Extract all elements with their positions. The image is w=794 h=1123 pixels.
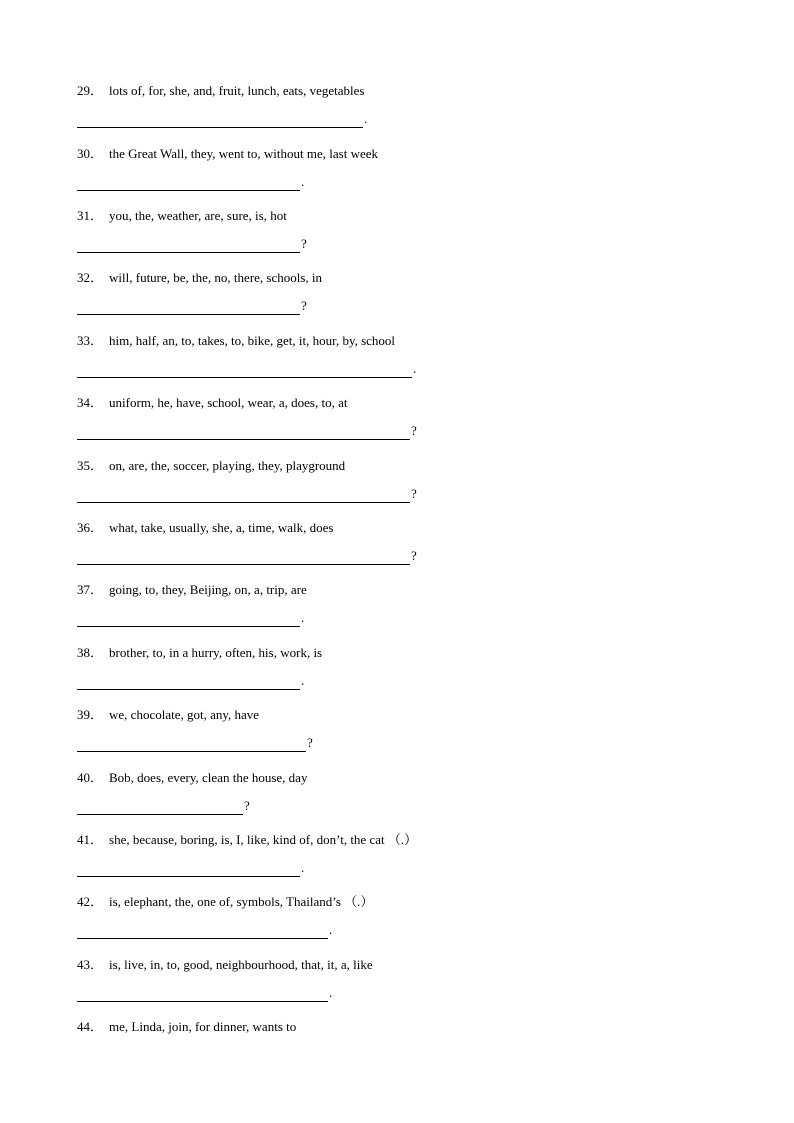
answer-line[interactable] xyxy=(77,486,410,503)
question-41 xyxy=(77,830,757,875)
question-number: 29． xyxy=(77,83,104,98)
answer-blank[interactable] xyxy=(77,485,417,503)
question-words: the Great Wall, they, went to, without me, last week xyxy=(109,146,379,161)
question-37 xyxy=(77,580,757,625)
answer-blank[interactable] xyxy=(77,734,313,752)
question-prompt xyxy=(77,580,757,600)
question-number: 31． xyxy=(77,208,104,223)
answer-line[interactable] xyxy=(77,236,300,253)
answer-end-punctuation: ? xyxy=(244,798,250,813)
answer-blank[interactable] xyxy=(77,173,304,191)
answer-blank[interactable] xyxy=(77,360,416,378)
question-words: will, future, be, the, no, there, schools, in xyxy=(109,270,323,285)
answer-blank[interactable] xyxy=(77,984,332,1002)
question-35 xyxy=(77,456,757,501)
answer-line[interactable] xyxy=(77,423,410,440)
answer-end-punctuation: . xyxy=(301,860,305,875)
answer-end-punctuation: . xyxy=(301,610,305,625)
question-words: she, because, boring, is, I, like, kind of, don’t, the cat （.） xyxy=(109,832,418,847)
answer-blank[interactable] xyxy=(77,797,250,815)
question-words: uniform, he, have, school, wear, a, does, to, at xyxy=(109,395,348,410)
answer-end-punctuation: . xyxy=(301,673,305,688)
question-prompt xyxy=(77,393,757,413)
answer-end-punctuation: . xyxy=(301,174,305,189)
question-words: him, half, an, to, takes, to, bike, get, it, hour, by, school xyxy=(109,333,396,348)
question-number: 44． xyxy=(77,1019,104,1034)
question-number: 33． xyxy=(77,333,104,348)
answer-end-punctuation: ? xyxy=(301,236,307,251)
question-prompt xyxy=(77,144,757,164)
question-39 xyxy=(77,705,757,750)
question-prompt xyxy=(77,643,757,663)
question-29 xyxy=(77,81,757,126)
question-number: 43． xyxy=(77,957,104,972)
question-31 xyxy=(77,206,757,251)
question-prompt xyxy=(77,206,757,226)
answer-blank[interactable] xyxy=(77,297,307,315)
answer-end-punctuation: . xyxy=(413,361,417,376)
question-number: 40． xyxy=(77,770,104,785)
question-words: what, take, usually, she, a, time, walk, does xyxy=(109,520,334,535)
question-words: lots of, for, she, and, fruit, lunch, eats, vegetables xyxy=(109,83,365,98)
answer-blank[interactable] xyxy=(77,235,307,253)
answer-end-punctuation: ? xyxy=(411,548,417,563)
question-prompt xyxy=(77,456,757,476)
answer-end-punctuation: . xyxy=(329,922,333,937)
answer-line[interactable] xyxy=(77,548,410,565)
question-32 xyxy=(77,268,757,313)
answer-line[interactable] xyxy=(77,922,328,939)
question-number: 30． xyxy=(77,146,104,161)
question-prompt xyxy=(77,268,757,288)
question-number: 37． xyxy=(77,582,104,597)
question-44 xyxy=(77,1017,757,1037)
question-prompt xyxy=(77,705,757,725)
question-words: is, live, in, to, good, neighbourhood, that, it, a, like xyxy=(109,957,373,972)
question-number: 32． xyxy=(77,270,104,285)
question-42 xyxy=(77,892,757,937)
answer-end-punctuation: . xyxy=(329,985,333,1000)
question-number: 35． xyxy=(77,458,104,473)
answer-blank[interactable] xyxy=(77,547,417,565)
question-words: is, elephant, the, one of, symbols, Thailand’s （.） xyxy=(109,894,374,909)
question-33 xyxy=(77,331,757,376)
question-43 xyxy=(77,955,757,1000)
question-words: going, to, they, Beijing, on, a, trip, are xyxy=(109,582,307,597)
answer-line[interactable] xyxy=(77,361,412,378)
question-words: on, are, the, soccer, playing, they, playground xyxy=(109,458,346,473)
answer-line[interactable] xyxy=(77,860,300,877)
question-prompt xyxy=(77,768,757,788)
answer-line[interactable] xyxy=(77,798,243,815)
answer-line[interactable] xyxy=(77,298,300,315)
answer-line[interactable] xyxy=(77,673,300,690)
answer-end-punctuation: ? xyxy=(307,735,313,750)
question-prompt xyxy=(77,518,757,538)
answer-blank[interactable] xyxy=(77,859,304,877)
question-prompt xyxy=(77,955,757,975)
question-38 xyxy=(77,643,757,688)
answer-end-punctuation: ? xyxy=(411,423,417,438)
question-number: 34． xyxy=(77,395,104,410)
question-words: me, Linda, join, for dinner, wants to xyxy=(109,1019,297,1034)
question-prompt xyxy=(77,331,757,351)
answer-blank[interactable] xyxy=(77,422,417,440)
question-number: 41． xyxy=(77,832,104,847)
question-34 xyxy=(77,393,757,438)
answer-blank[interactable] xyxy=(77,672,304,690)
question-prompt xyxy=(77,892,757,912)
question-40 xyxy=(77,768,757,813)
question-words: Bob, does, every, clean the house, day xyxy=(109,770,308,785)
answer-blank[interactable] xyxy=(77,921,332,939)
question-number: 38． xyxy=(77,645,104,660)
question-30 xyxy=(77,144,757,189)
question-words: we, chocolate, got, any, have xyxy=(109,707,260,722)
answer-line[interactable] xyxy=(77,735,306,752)
question-number: 36． xyxy=(77,520,104,535)
question-prompt xyxy=(77,81,757,101)
question-number: 39． xyxy=(77,707,104,722)
answer-line[interactable] xyxy=(77,610,300,627)
answer-blank[interactable] xyxy=(77,110,367,128)
answer-blank[interactable] xyxy=(77,609,304,627)
question-number: 42． xyxy=(77,894,104,909)
question-words: you, the, weather, are, sure, is, hot xyxy=(109,208,287,223)
question-prompt xyxy=(77,830,757,850)
question-words: brother, to, in a hurry, often, his, work, is xyxy=(109,645,323,660)
answer-end-punctuation: ? xyxy=(411,486,417,501)
answer-line[interactable] xyxy=(77,985,328,1002)
answer-end-punctuation: . xyxy=(364,111,368,126)
answer-end-punctuation: ? xyxy=(301,298,307,313)
answer-line[interactable] xyxy=(77,174,300,191)
answer-line[interactable] xyxy=(77,111,363,128)
question-prompt xyxy=(77,1017,757,1037)
question-36 xyxy=(77,518,757,563)
